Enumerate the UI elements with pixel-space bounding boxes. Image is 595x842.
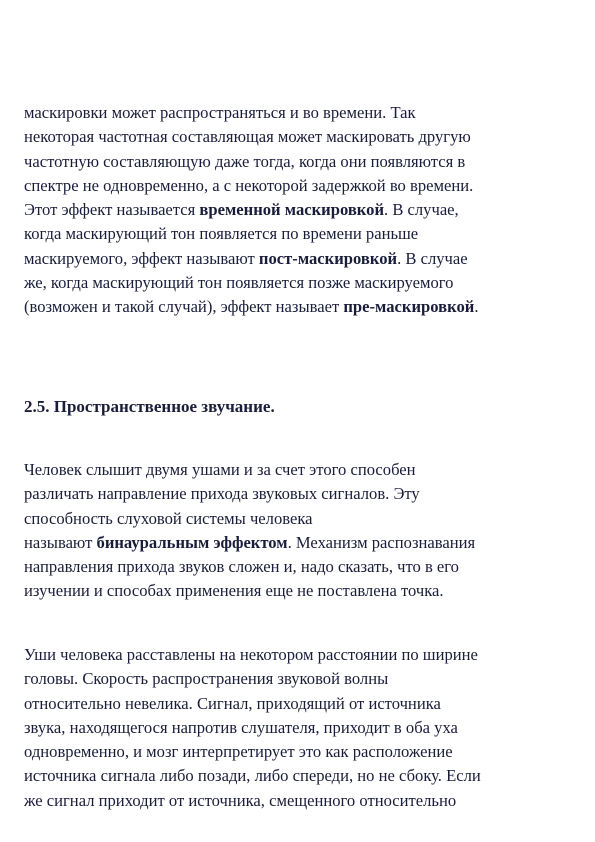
text-line: головы. Скорость распространения звуковой волны	[24, 669, 389, 689]
text-line: спектре не одновременно, а с некоторой задержкой во времени.	[24, 175, 474, 195]
term-post-masking: пост-маскировкой	[258, 248, 398, 268]
text-line: когда маскирующий тон появляется по времени раньше	[24, 224, 419, 244]
text-line: маскировки может распространяться и во времени. Так	[24, 103, 416, 122]
term-pre-masking: пре-маскировкой	[343, 297, 475, 317]
text-line	[24, 295, 575, 319]
paragraph-binaural	[24, 458, 475, 604]
text-line	[24, 198, 575, 222]
text-line: источника сигнала либо позади, либо спереди, но не сбоку. Если	[24, 766, 481, 786]
text-line: способность слуховой системы человека	[24, 508, 313, 528]
text-run: маскируемого, эффект называют	[24, 248, 259, 268]
text-line: же, когда маскирующий тон появляется позже маскируемого	[24, 273, 454, 293]
text-run: . В случае,	[384, 200, 459, 220]
text-line	[24, 247, 575, 271]
text-run: называют	[24, 532, 97, 552]
text-line: изучении и способах применения еще не поставлена точка.	[24, 581, 444, 601]
text-run: . Механизм распознавания	[287, 532, 476, 552]
text-line: Человек слышит двумя ушами и за счет этого способен	[24, 460, 416, 479]
text-line: же сигнал приходит от источника, смещенного относительно	[24, 790, 457, 810]
text-line: одновременно, и мозг интерпретирует это как расположение	[24, 742, 453, 762]
text-line: Уши человека расставлены на некотором расстоянии по ширине	[24, 645, 478, 664]
text-line: различать направление прихода звуковых сигналов. Эту	[24, 484, 420, 504]
text-run: Этот эффект называется	[24, 200, 200, 220]
text-line	[24, 531, 475, 555]
text-run: (возможен и такой случай), эффект называет	[24, 297, 344, 317]
paragraph-ears-spacing	[24, 643, 481, 813]
text-line: направления прихода звуков сложен и, надо сказать, что в его	[24, 557, 459, 577]
section-heading: 2.5. Пространственное звучание.	[24, 397, 275, 416]
text-line: относительно невелика. Сигнал, приходящий от источника	[24, 693, 441, 713]
term-binaural-effect: бинауральным эффектом	[96, 532, 288, 552]
paragraph-masking-time	[24, 101, 575, 320]
text-run: .	[474, 297, 479, 317]
document-page	[24, 101, 575, 320]
text-line: некоторая частотная составляющая может маскировать другую	[24, 127, 471, 147]
text-line: частотную составляющую даже тогда, когда они появляются в	[24, 151, 466, 171]
text-run: . В случае	[397, 248, 468, 268]
text-line: звука, находящегося напротив слушателя, приходит в оба уха	[24, 717, 458, 737]
term-temporal-masking: временной маскировкой	[199, 200, 385, 220]
